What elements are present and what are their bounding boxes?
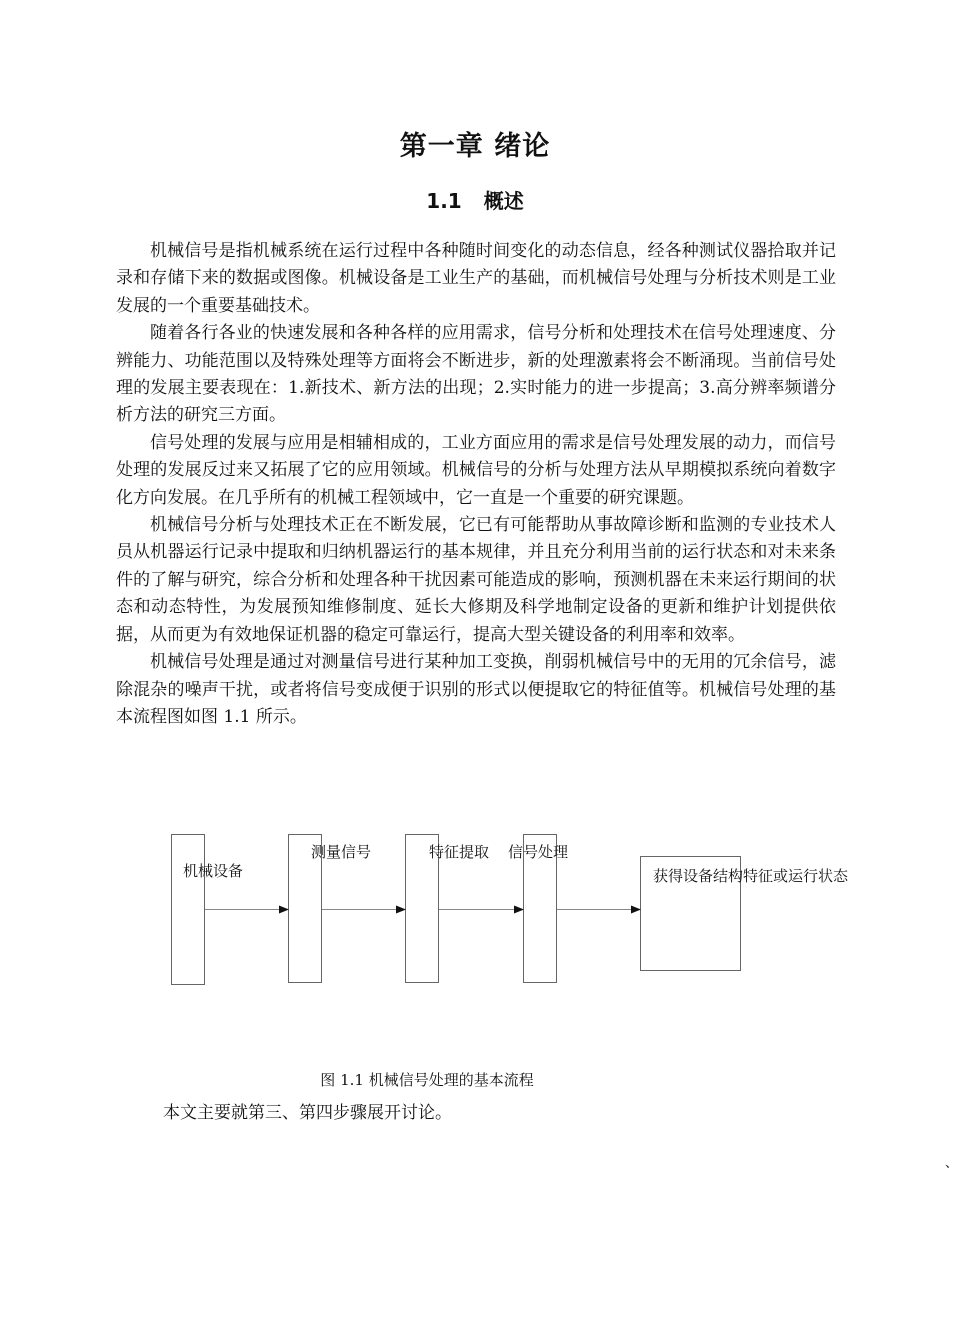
label-signal-process: 信号处理 (508, 843, 569, 861)
paragraph: 信号处理的发展与应用是相辅相成的，工业方面应用的需求是信号处理发展的动力，而信号处理的发展反过来又拓展了它的应用领域。机械信号的分析与处理方法从早期模拟系统向着数字化方向发展。在几乎所有的机械工程领域中，它一直是一个重要的研究课题。 (116, 432, 836, 508)
figure-caption (0, 1069, 950, 1090)
section-title: 概述 (483, 189, 524, 213)
closing-sentence: 本文主要就第三、第四步骤展开讨论。 (163, 1103, 452, 1123)
box-result (641, 857, 741, 971)
paragraph: 机械信号处理是通过对测量信号进行某种加工变换，削弱机械信号中的无用的冗余信号，滤除混杂的噪声干扰，或者将信号变成便于识别的形式以便提取它的特征值等。机械信号处理的基本流程图如图 1.1 所示。 (116, 652, 836, 727)
label-result: 获得设备结构特征或运行状态 (653, 867, 849, 885)
box-feature-extract (406, 835, 439, 983)
paragraph: 机械信号是指机械系统在运行过程中各种随时间变化的动态信息，经各种测试仪器拾取并记录和存储下来的数据或图像。机械设备是工业生产的基础，而机械信号处理与分析技术则是工业发展的一个重要基础技术。 (116, 241, 836, 316)
stray-mark: 、 (945, 1156, 958, 1171)
box-measure-signal (289, 835, 322, 983)
section-number: 1.1 (426, 189, 462, 213)
label-machine-equipment: 机械设备 (183, 862, 244, 880)
paragraph: 随着各行各业的快速发展和各种各样的应用需求，信号分析和处理技术在信号处理速度、分辨能力、功能范围以及特殊处理等方面将会不断进步，新的处理激素将会不断涌现。当前信号处理的发展主要表现在：1.新技术、新方法的出现；2.实时能力的进一步提高；3.高分辨率频谱分析方法的研究三方面。 (116, 323, 836, 426)
figure-caption-text: 图 1.1 机械信号处理的基本流程 (320, 1071, 534, 1089)
label-feature-extract: 特征提取 (429, 843, 490, 861)
chapter-title: 第一章 绪论 (399, 131, 551, 162)
body-text (116, 238, 836, 731)
section-heading (0, 185, 950, 214)
label-measure-signal: 测量信号 (311, 843, 372, 861)
box-signal-process (524, 835, 557, 983)
paragraph: 机械信号分析与处理技术正在不断发展，它已有可能帮助从事故障诊断和监测的专业技术人员从机器运行记录中提取和归纳机器运行的基本规律，并且充分利用当前的运行状态和对未来条件的了解与研究，综合分析和处理各种干扰因素可能造成的影响，预测机器在未来运行期间的状态和动态特性，为发展预知维修制度、延长大修期及科学地制定设备的更新和维护计划提供依据，从而更为有效地保证机器的稳定可靠运行，提高大型关键设备的利用率和效率。 (116, 515, 836, 645)
box-machine-equipment (172, 835, 205, 985)
